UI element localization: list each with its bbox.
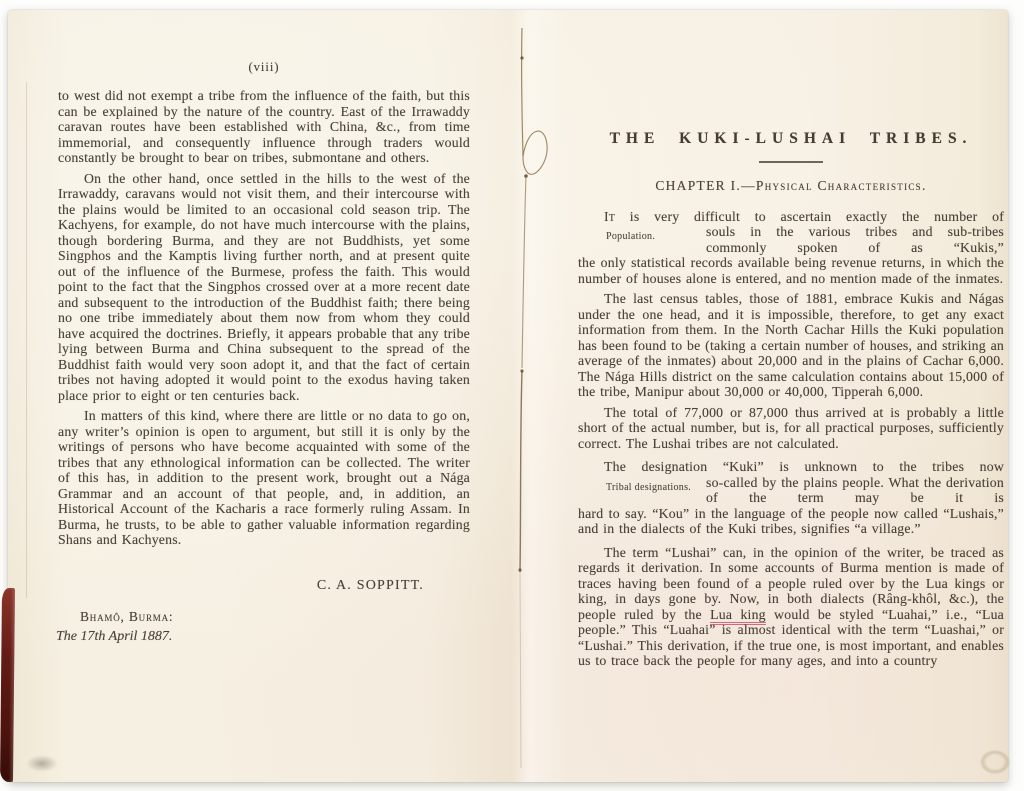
indented-text: souls in the various tribes and sub-tribes commonly spoken of as “Kukis,” [706,224,1004,255]
left-paragraph-1: to west did not exempt a tribe from the influence of the faith, but this can be explained by the nature of the country. East of the Irrawaddy caravan routes have been established with China, &c., from time immemorial, and consequently influence through traders would constantly be brought to bear on tribes, submontane and others. [58,88,470,165]
derivation-paragraph [578,545,1004,669]
title-rule [759,161,823,163]
place-line: Bhamô, Burma: [80,608,174,624]
indented-text: so-called by the plains people. What the derivation of the term may be it is [706,474,1004,505]
book-title: THE KUKI-LUSHAI TRIBES. [609,130,973,147]
chapter-heading [578,178,1004,194]
fingerprint-smudge [980,750,1010,774]
page-edge-line [26,82,27,598]
ink-smudge [26,755,58,772]
population-paragraph [578,209,1004,287]
folio-number: (viii) [248,60,280,74]
left-page [58,10,470,782]
left-paragraph-2: On the other hand, once settled in the hills to the west of the Irrawaddy, caravans would not visit them, and their intercourse with the plains would be limited to an occasional cold season trip. The Kachyens, for example, do not have much intercourse with the plains, though bordering Burma, and they are not Buddhists, yet some Singphos and the Kamptis living further north, and at present quite out of the influence of the Burmese, profess the faith. This would point to the fact that the Singphos crossed over at a more recent date and subsequent to the introduction of the Buddhist faith; there being no one tribe immediately about them now from whom they could have acquired the doctrines. Briefly, it appears probable that any tribe lying between Burma and China subsequent to the spread of the Buddhist faith would very soon adopt it, and that the fact of certain tribes not having adopted it would point to the exodus having taken place prior to eight or ten centuries back. [58,170,470,403]
derivation-text-after: would be styled “Luahai,” i.e., “Lua people.” This “Luahai” is almost identical with the term “Luashai,” or “Lushai.” This derivation, if the true one, is most important, and enables us to trace back the people for many ages, and into a country [578,606,1005,668]
paragraph-first-line [578,209,1004,225]
paragraph-continuation: hard to say. “Kou” in the language of the people now called “Lushais,” and in the dialects of the Kuki tribes, signifies “a village.” [578,505,1004,536]
lead-word: It [604,208,616,224]
paragraph-first-line: The designation “Kuki” is unknown to the tribes now [604,459,1004,474]
chapter-subject: Physical Characteristics. [755,177,927,193]
total-paragraph: The total of 77,000 or 87,000 thus arrived at is probably a little short of the actual number, but is, for all practical purposes, sufficiently correct. The Lushai tribes are not calculated. [578,404,1004,451]
book-cover-edge [0,588,15,782]
left-paragraph-3: In matters of this kind, where there are little or no data to go on, any writer’s opinion is open to argument, but still it is only by the writings of persons who have become acquainted with some of the tribes that any ethnological information can be collected. The writer of this has, in addition to the present work, brought out a Nága Grammar and an account of that people, and, in addition, an Historical Account of the Kacharis a race formerly ruling Assam. In Burma, he trusts, to be able to gather valuable information regarding Shans and Kachyens. [58,408,470,547]
census-paragraph: The last census tables, those of 1881, embrace Kukis and Nágas under the one head, and it is impossible, therefore, to get any exact information from them. In the North Cachar Hills the Kuki population has been found to be (taking a certain number of houses, and striking an average of the inmates) about 20,000 and in the plains of Cachar 6,000. The Nága Hills district on the same calculation contains about 15,000 of the tribe, Manipur about 30,000 or 40,000, Tipperah 6,000. [578,291,1004,399]
author-signature: C. A. SOPPITT. [316,577,424,593]
date-line: The 17th April 1887. [56,628,173,644]
shoulder-note-population: Population. [606,231,656,242]
book-spread [8,10,1008,782]
derivation-text-before: The term “Lushai” can, in the opinion of the writer, be traced as regards it derivation. In some accounts of Burma mention is made of traces having been found of a people ruled over by the Lua kings or king, in days gone by. Now, in both dialects (Râng-khôl, &c.), the people ruled by the [578,544,1004,622]
chapter-label: CHAPTER I.— [655,177,756,193]
first-line-text: is very difficult to ascertain exactly the number of [615,208,1004,224]
red-underlined-text: Lua king [710,606,766,622]
binding-thread [500,10,560,782]
designation-paragraph [578,459,1004,537]
shoulder-note-row [578,475,1004,506]
paragraph-continuation: the only statistical records available being revenue returns, in which the number of houses alone is entered, and no mention made of the inmates. [578,255,1004,286]
shoulder-note-tribal-designations: Tribal designations. [606,481,692,493]
right-page [578,10,1004,782]
shoulder-note-row [578,224,1004,255]
